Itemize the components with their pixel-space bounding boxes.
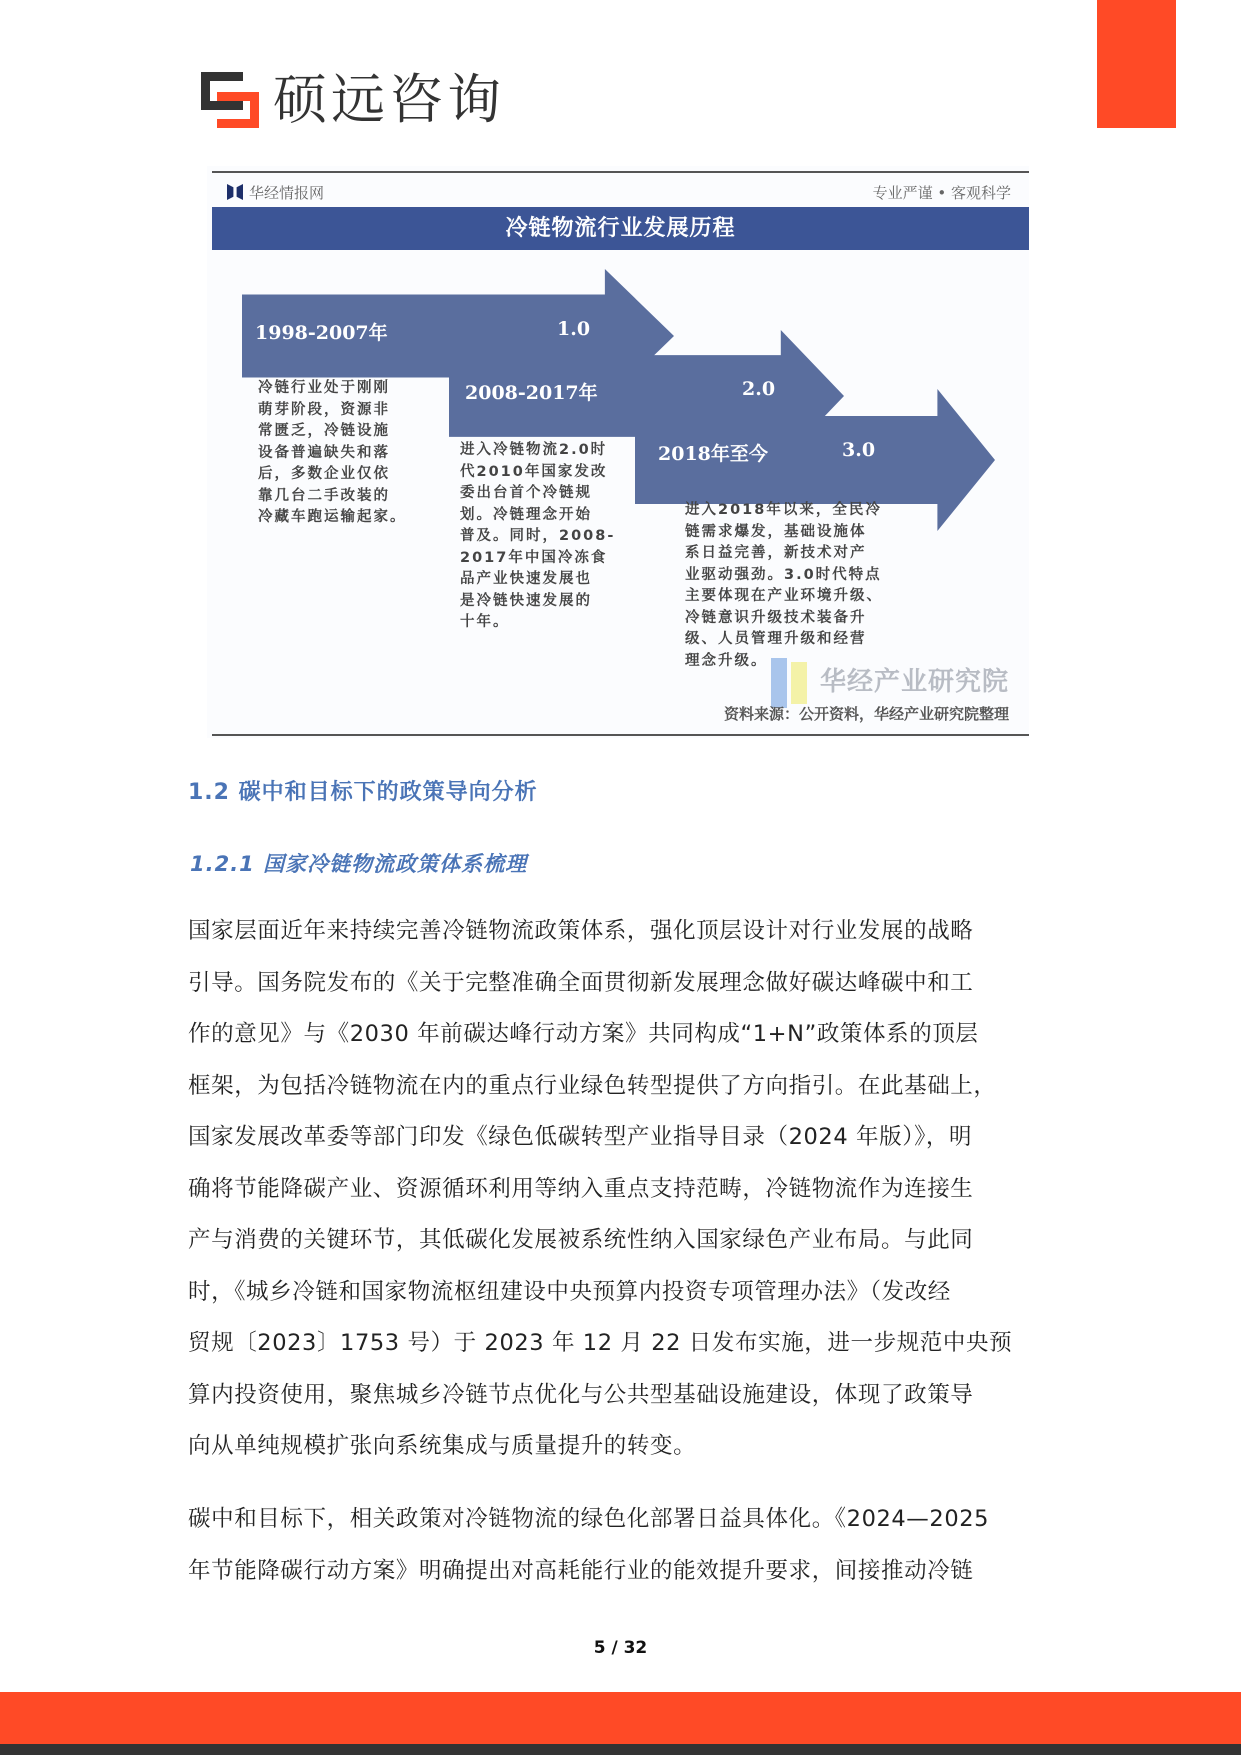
brand-name: 硕远咨询 [273,68,505,131]
stage-3-version: 3.0 [842,439,876,461]
footer-dark-strip [0,1744,1241,1755]
timeline-figure [207,166,1029,738]
stage-3-description: 进入2018年以来，全民冷 链需求爆发，基础设施体 系日益完善，新技术对产 业驱动强劲。3.0时代特点 主要体现在产业环境升级、 冷链意识升级技术装备升 级、人员管理升级和经营 理念升级。 [685,502,883,669]
paragraph-1: 国家层面近年来持续完善冷链物流政策体系，强化顶层设计对行业发展的战略 引导。国务院发布的《关于完整准确全面贯彻新发展理念做好碳达峰碳中和工 作的意见》与《2030 年前碳达峰行动方案》共同构成“1+N”政策体系的顶层 框架，为包括冷链物流在内的重点行业绿色转型提供了方向指引。在此基础上， 国家发展改革委等部门印发《绿色低碳转型产业指导目录（2024 年版）》，明 确将节能降碳产业、资源循环利用等纳入重点支持范畴，冷链物流作为连接生 产与消费的关键环节，其低碳化发展被系统性纳入国家绿色产业布局。与此同 时，《城乡冷链和国家物流枢纽建设中央预算内投资专项管理办法》（发改经 贸规〔2023〕1753 号）于 2023 年 12 月 22 日发布实施，进一步规范中央预 算内投资使用，聚焦城乡冷链节点优化与公共型基础设施建设，体现了政策导 向从单纯规模扩张向系统集成与质量提升的转变。 [188,918,1013,1459]
section-heading: 1.2 碳中和目标下的政策导向分析 [188,780,538,805]
huajing-logo-icon [227,184,243,200]
figure-source-note: 资料来源：公开资料，华经产业研究院整理 [723,705,1009,723]
stage-2-description: 进入冷链物流2.0时 代2010年国家发改 委出台首个冷链规 划。冷链理念开始 普及。同时，2008- 2017年中国冷冻食 品产业快速发展也 是冷链快速发展的 十年。 [460,442,616,630]
watermark-logo-icon [771,658,811,708]
subsection-heading: 1.2.1 国家冷链物流政策体系梳理 [190,852,528,876]
figure-source-brand: 华经情报网 [249,183,325,202]
figure-top-rule [212,171,1029,173]
logo-mark-icon [201,72,261,128]
figure-slogan: 专业严谨 • 客观科学 [872,183,1011,202]
footer-accent-bar [0,1692,1241,1744]
stage-3-period: 2018年至今 [658,443,768,465]
brand-logo [201,70,505,130]
stage-2-version: 2.0 [742,378,776,400]
figure-watermark: 华经产业研究院 [819,667,1009,697]
corner-accent-block [1097,0,1176,128]
stage-1-period: 1998-2007年 [255,322,388,344]
stage-1-version: 1.0 [557,318,591,340]
paragraph-2: 碳中和目标下，相关政策对冷链物流的绿色化部署日益具体化。《2024—2025 年节能降碳行动方案》明确提出对高耗能行业的能效提升要求，间接推动冷链 [188,1506,990,1584]
figure-header [227,180,1011,204]
stage-1-description: 冷链行业处于刚刚 萌芽阶段，资源非 常匮乏，冷链设施 设备普遍缺失和落 后，多数企业仅依 靠几台二手改装的 冷藏车跑运输起家。 [258,380,407,525]
figure-bottom-rule [212,734,1029,736]
page-number: 5 / 32 [593,1638,648,1658]
stage-2-period: 2008-2017年 [465,382,598,404]
figure-title: 冷链物流行业发展历程 [212,207,1029,250]
